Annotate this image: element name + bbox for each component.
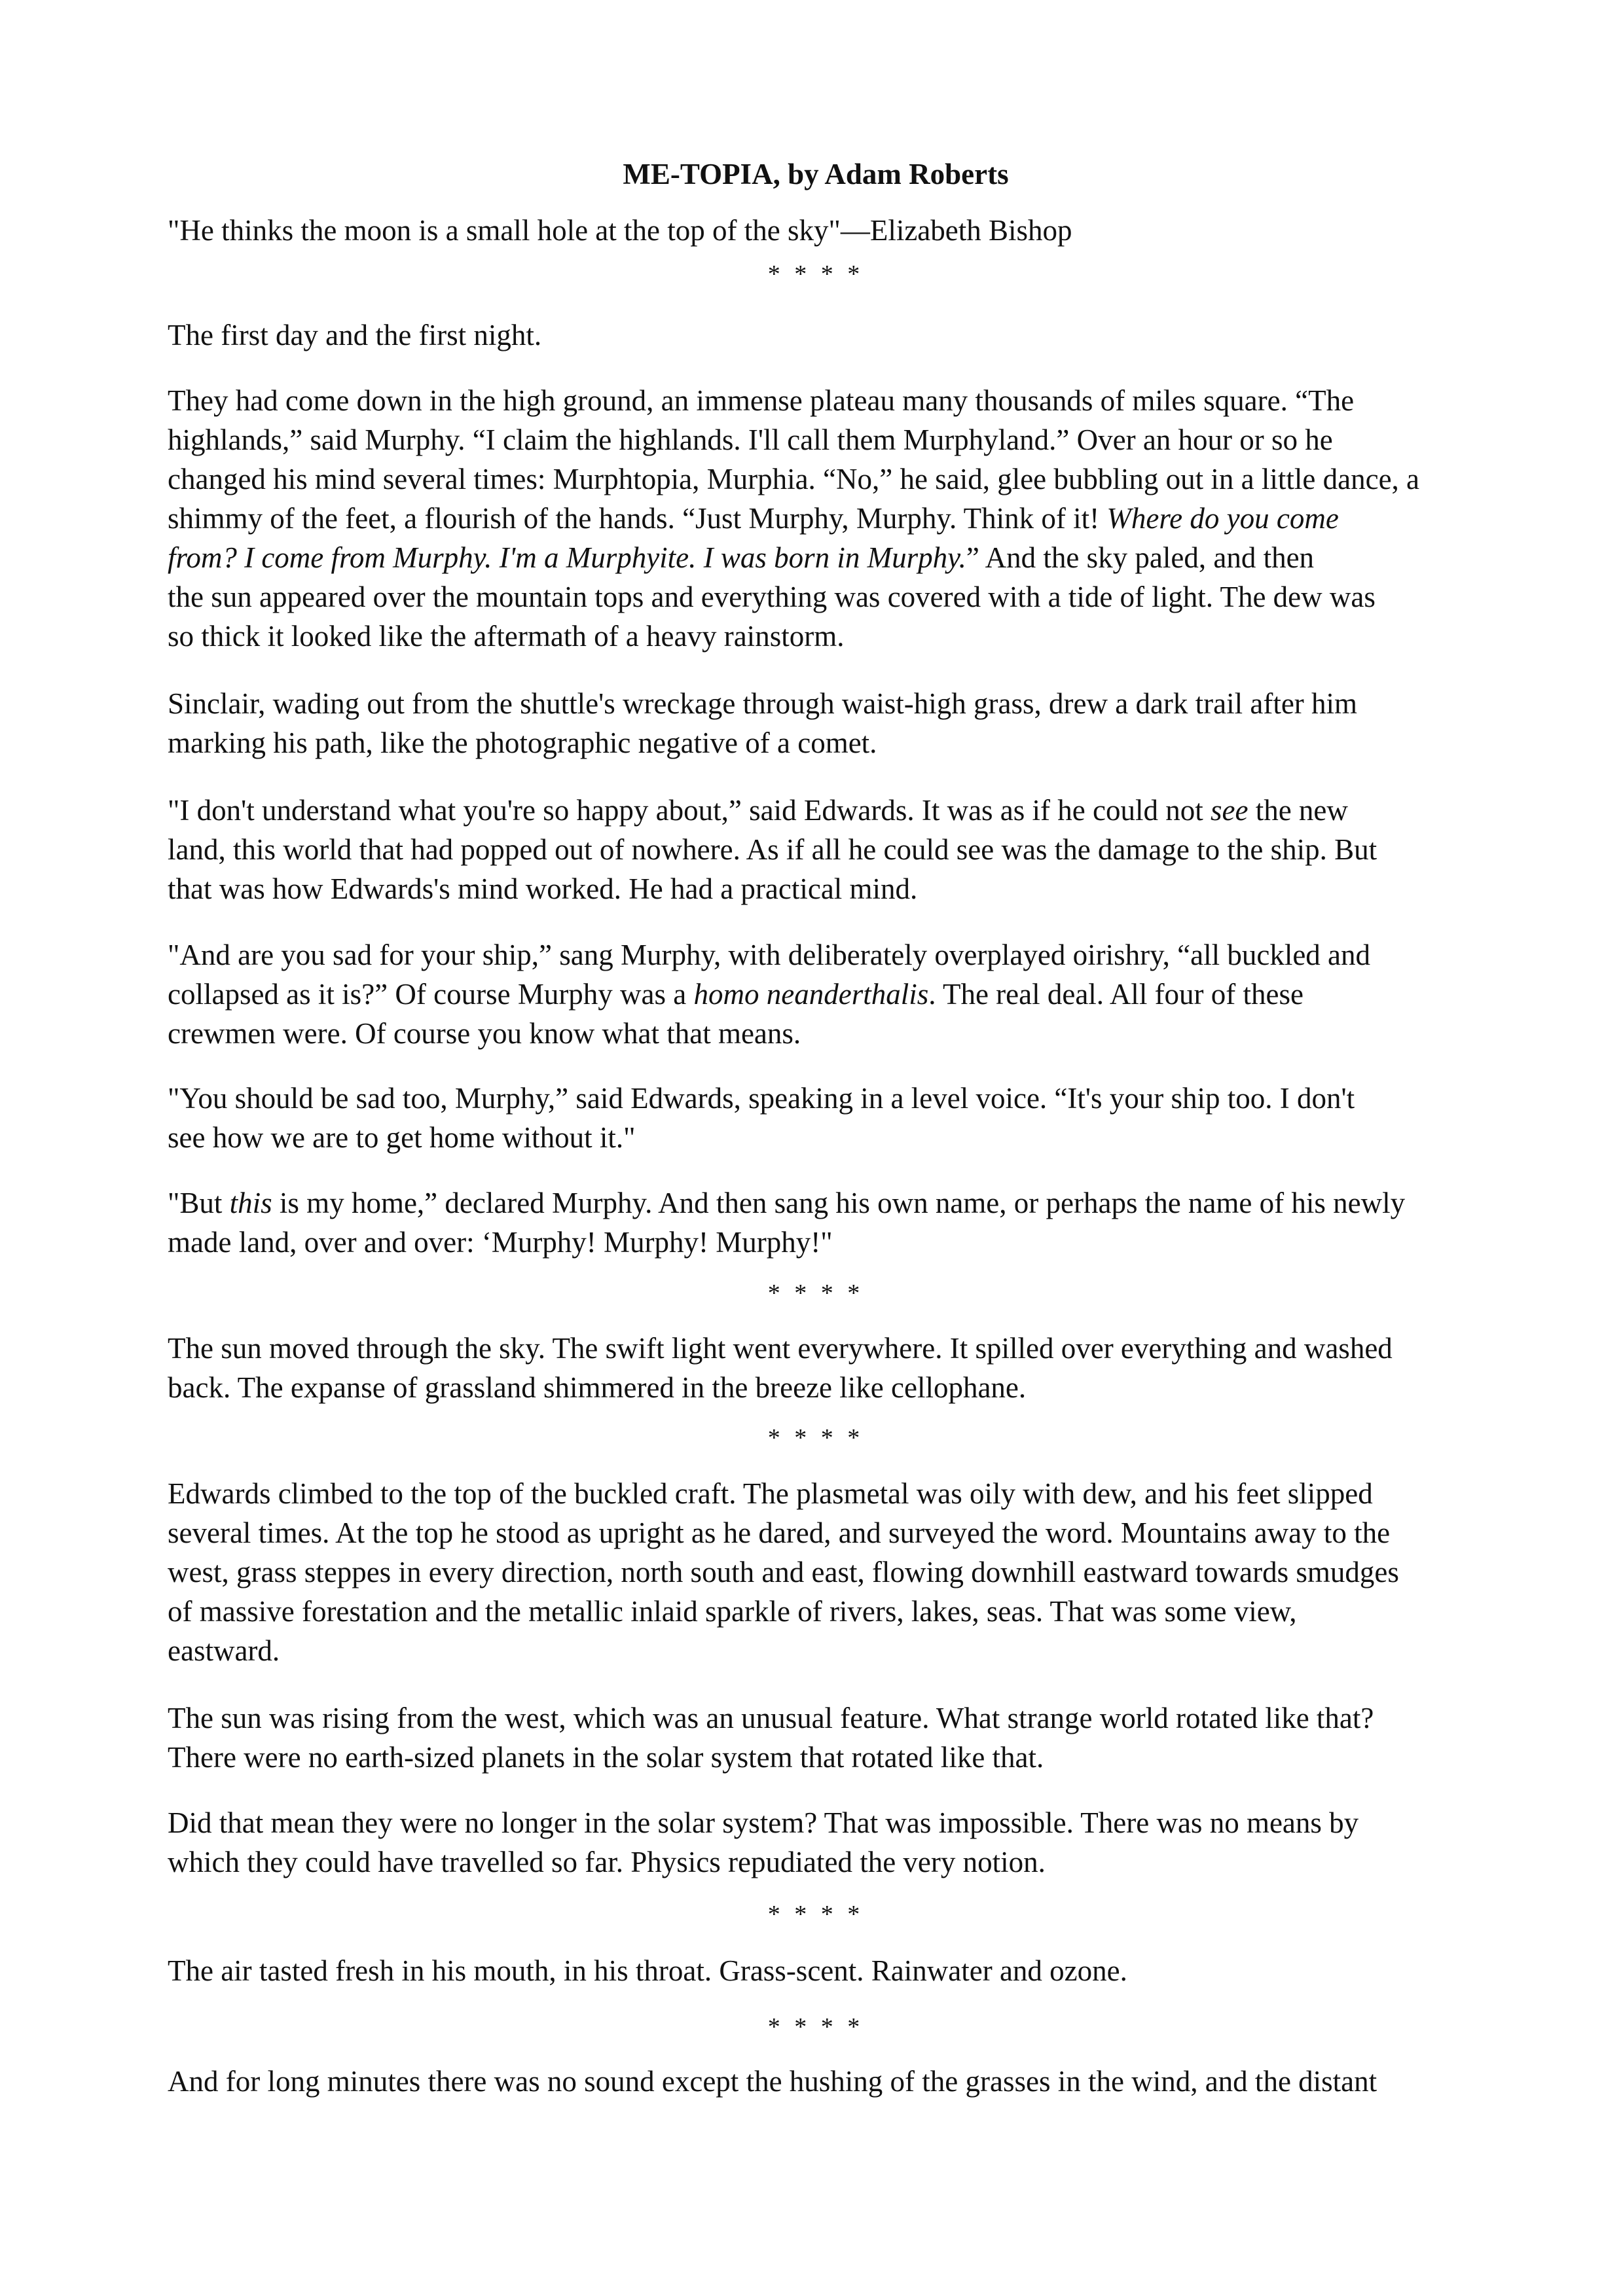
text-run: shimmy of the feet, a flourish of the hands. “Just Murphy, Murphy. Think of it! bbox=[168, 502, 1107, 535]
story-title: ME-TOPIA, by Adam Roberts bbox=[623, 158, 1009, 190]
text-run: ” And the sky paled, and then bbox=[966, 541, 1315, 574]
paragraph-5 bbox=[168, 935, 1470, 1053]
paragraph-5-line-2 bbox=[168, 975, 1470, 1014]
paragraph-11-line-1: Did that mean they were no longer in the solar system? That was impossible. There was no means by bbox=[168, 1806, 1359, 1839]
epigraph: "He thinks the moon is a small hole at the top of the sky"—Elizabeth Bishop bbox=[168, 214, 1072, 247]
paragraph-9-line-1: Edwards climbed to the top of the buckled craft. The plasmetal was oily with dew, and his feet slipped bbox=[168, 1477, 1373, 1510]
paragraph-3-line-1: Sinclair, wading out from the shuttle's wreckage through waist-high grass, drew a dark trail after him bbox=[168, 687, 1358, 720]
paragraph-6 bbox=[168, 1079, 1470, 1157]
paragraph-4-line-3: that was how Edwards's mind worked. He had a practical mind. bbox=[168, 872, 918, 905]
paragraph-10-line-2: There were no earth-sized planets in the solar system that rotated like that. bbox=[168, 1741, 1044, 1774]
paragraph-5-line-1: "And are you sad for your ship,” sang Murphy, with deliberately overplayed oirishry, “all buckled and bbox=[168, 939, 1371, 971]
italic-run: this bbox=[229, 1187, 272, 1219]
paragraph-2 bbox=[168, 381, 1470, 656]
italic-run: see bbox=[1210, 794, 1249, 827]
paragraph-7-line-1 bbox=[168, 1183, 1470, 1223]
paragraph-2-line-2: highlands,” said Murphy. “I claim the highlands. I'll call them Murphyland.” Over an hour or so he bbox=[168, 423, 1333, 456]
paragraph-11-line-2: which they could have travelled so far. Physics repudiated the very notion. bbox=[168, 1846, 1046, 1878]
section-separator: * * * * bbox=[767, 1901, 864, 1928]
paragraph-4-line-1 bbox=[168, 791, 1470, 830]
paragraph-4-line-2: land, this world that had popped out of nowhere. As if all he could see was the damage to the ship. But bbox=[168, 833, 1377, 866]
paragraph-2-line-7: so thick it looked like the aftermath of a heavy rainstorm. bbox=[168, 620, 845, 653]
paragraph-5-line-3: crewmen were. Of course you know what that means. bbox=[168, 1017, 801, 1050]
paragraph-10 bbox=[168, 1698, 1470, 1777]
paragraph-10-line-1: The sun was rising from the west, which was an unusual feature. What strange world rotated like that? bbox=[168, 1702, 1374, 1734]
paragraph-2-line-1: They had come down in the high ground, an immense plateau many thousands of miles square. “The bbox=[168, 384, 1355, 417]
paragraph-6-line-2: see how we are to get home without it." bbox=[168, 1121, 636, 1154]
text-run: . The real deal. All four of these bbox=[928, 978, 1304, 1011]
paragraph-4 bbox=[168, 791, 1470, 908]
paragraph-9-line-4: of massive forestation and the metallic inlaid sparkle of rivers, lakes, seas. That was some view, bbox=[168, 1595, 1297, 1628]
paragraph-2-line-5 bbox=[168, 538, 1470, 577]
paragraph-9-line-2: several times. At the top he stood as upright as he dared, and surveyed the word. Mountains away to the bbox=[168, 1516, 1391, 1549]
text-run: "I don't understand what you're so happy about,” said Edwards. It was as if he could not bbox=[168, 794, 1211, 827]
section-separator: * * * * bbox=[767, 2013, 864, 2041]
paragraph-1: The first day and the first night. bbox=[168, 319, 542, 351]
paragraph-6-line-1: "You should be sad too, Murphy,” said Edwards, speaking in a level voice. “It's your ship too. I don't bbox=[168, 1082, 1355, 1115]
paragraph-7 bbox=[168, 1183, 1470, 1262]
paragraph-2-line-6: the sun appeared over the mountain tops and everything was covered with a tide of light. The dew was bbox=[168, 581, 1376, 613]
paragraph-9-line-3: west, grass steppes in every direction, north south and east, flowing downhill eastward towards smudges bbox=[168, 1556, 1399, 1588]
paragraph-3-line-2: marking his path, like the photographic negative of a comet. bbox=[168, 726, 877, 759]
paragraph-2-line-4 bbox=[168, 499, 1470, 538]
paragraph-8-line-1: The sun moved through the sky. The swift light went everywhere. It spilled over everything and washed bbox=[168, 1332, 1393, 1365]
paragraph-2-line-3: changed his mind several times: Murphtopia, Murphia. “No,” he said, glee bubbling out in a little dance, a bbox=[168, 463, 1420, 495]
paragraph-3 bbox=[168, 684, 1470, 762]
paragraph-7-line-2: made land, over and over: ‘Murphy! Murphy! Murphy!" bbox=[168, 1226, 833, 1259]
italic-run: Where do you come bbox=[1106, 502, 1339, 535]
text-run: collapsed as it is?” Of course Murphy was a bbox=[168, 978, 694, 1011]
paragraph-12: The air tasted fresh in his mouth, in his throat. Grass-scent. Rainwater and ozone. bbox=[168, 1954, 1127, 1987]
paragraph-9-line-5: eastward. bbox=[168, 1634, 280, 1667]
text-run: the new bbox=[1248, 794, 1348, 827]
text-run: "But bbox=[168, 1187, 230, 1219]
section-separator: * * * * bbox=[767, 1280, 864, 1307]
paragraph-13: And for long minutes there was no sound except the hushing of the grasses in the wind, and the distant bbox=[168, 2065, 1377, 2098]
text-run: is my home,” declared Murphy. And then sang his own name, or perhaps the name of his newly bbox=[272, 1187, 1406, 1219]
paragraph-11 bbox=[168, 1803, 1470, 1882]
section-separator: * * * * bbox=[767, 1424, 864, 1452]
paragraph-9 bbox=[168, 1474, 1470, 1670]
italic-run: from? I come from Murphy. I'm a Murphyite. I was born in Murphy. bbox=[168, 541, 966, 574]
paragraph-8 bbox=[168, 1329, 1470, 1407]
section-separator: * * * * bbox=[767, 260, 864, 288]
italic-run: homo neanderthalis bbox=[693, 978, 929, 1011]
paragraph-8-line-2: back. The expanse of grassland shimmered in the breeze like cellophane. bbox=[168, 1371, 1027, 1404]
